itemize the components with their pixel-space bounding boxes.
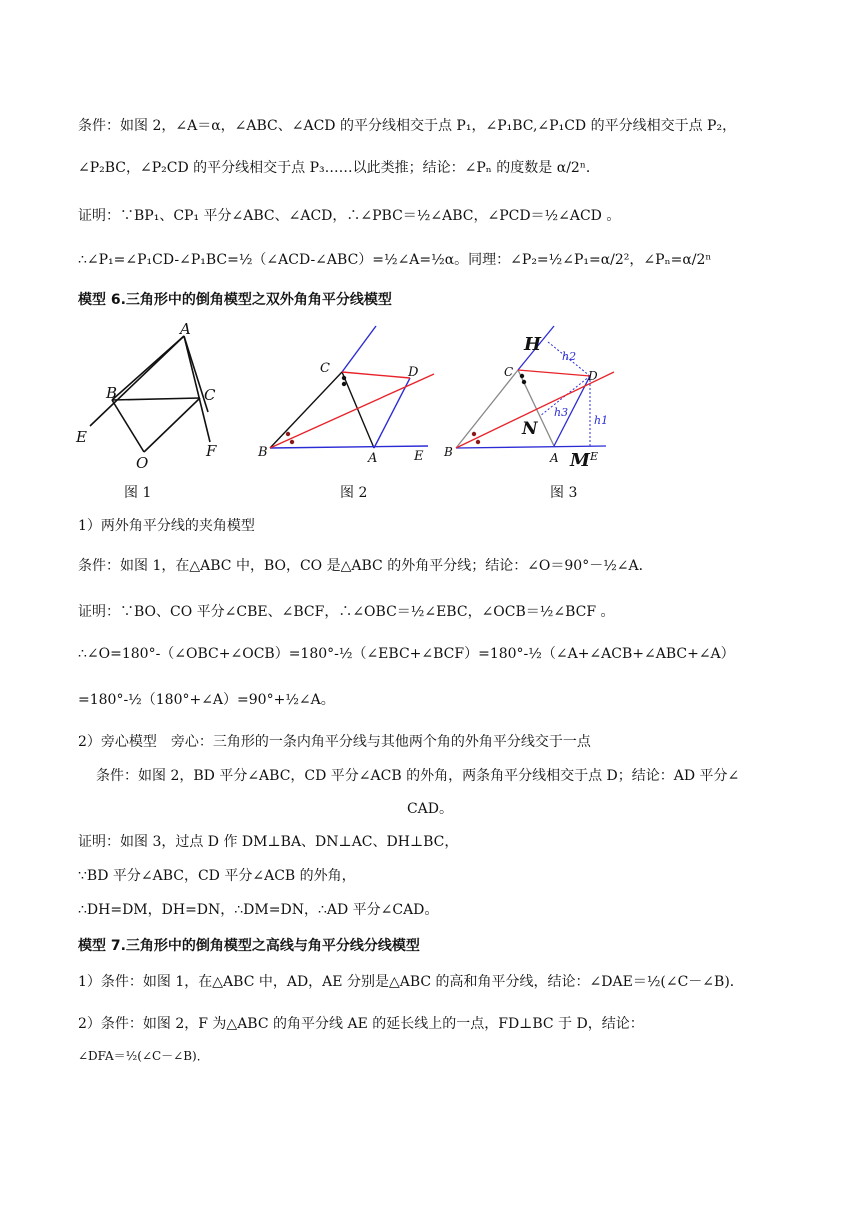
- fig3-label-h2: h2: [562, 350, 577, 363]
- fig1-line-co: [144, 398, 200, 452]
- fig3-label-h: H: [524, 334, 542, 355]
- fig3-angle-mark-3: [520, 374, 524, 378]
- fig3-angle-mark-2: [476, 440, 480, 444]
- fig2-label-c: C: [320, 361, 330, 376]
- heading-model-6: 模型 6.三角形中的倒角模型之双外角角平分线模型: [78, 292, 392, 308]
- fig2-angle-mark-1: [286, 432, 290, 436]
- fig3-label-b: B: [444, 445, 453, 459]
- condition-line-1: 条件：如图 2，∠A＝α，∠ABC、∠ACD 的平分线相交于点 P₁，∠P₁BC,∠P₁CD 的平分线相交于点 P₂，: [78, 118, 737, 134]
- section-2-condition-2: CAD。: [406, 801, 454, 817]
- fig2-label-d: D: [408, 365, 419, 380]
- section-2-proof-1: 证明：如图 3，过点 D 作 DM⊥BA、DN⊥AC、DH⊥BC，: [78, 834, 459, 850]
- fig1-line-eb: [90, 336, 184, 426]
- fig3-label-e: E: [590, 450, 599, 463]
- figure-1: [70, 320, 230, 480]
- fig2-line-bc: [270, 372, 342, 448]
- fig3-label-m: M: [570, 450, 590, 470]
- section-1-title: 1）两外角平分线的夹角模型: [78, 518, 255, 534]
- model-7-item-1: 1）条件：如图 1，在△ABC 中，AD，AE 分别是△ABC 的高和角平分线，结论：∠DAE＝½(∠C－∠B)．: [78, 974, 744, 990]
- section-1-proof-1: 证明：∵BO、CO 平分∠CBE、∠BCF，∴∠OBC＝½∠EBC，∠OCB＝½∠BCF 。: [78, 604, 615, 620]
- figure-3: [440, 320, 620, 470]
- fig3-angle-mark-1: [472, 432, 476, 436]
- section-2-condition-1: 条件：如图 2，BD 平分∠ABC，CD 平分∠ACB 的外角，两条角平分线相交于点 D；结论：AD 平分∠: [96, 768, 740, 784]
- proof-line-2: ∴∠P₁=∠P₁CD-∠P₁BC=½（∠ACD-∠ABC）=½∠A=½α。同理：∠P₂=½∠P₁=α/2²，∠Pₙ=α/2ⁿ: [78, 252, 712, 268]
- fig1-label-f: F: [206, 442, 217, 460]
- model-7-item-2: 2）条件：如图 2，F 为△ABC 的角平分线 AE 的延长线上的一点，FD⊥BC 于 D，结论：: [78, 1016, 644, 1032]
- fig1-label-a: A: [180, 320, 191, 338]
- fig2-angle-mark-3: [342, 376, 346, 380]
- section-2-proof-2: ∵BD 平分∠ABC，CD 平分∠ACB 的外角，: [78, 868, 356, 884]
- fig1-line-bo: [112, 400, 144, 452]
- fig2-angle-mark-2: [290, 440, 294, 444]
- fig3-label-h3: h3: [554, 406, 569, 419]
- fig3-line-cd: [518, 370, 590, 376]
- fig3-label-c: C: [504, 365, 514, 379]
- fig3-label-h1: h1: [594, 414, 609, 427]
- fig3-line-be: [456, 446, 606, 448]
- fig1-label-c: C: [204, 386, 216, 404]
- fig1-label-b: B: [106, 384, 118, 402]
- fig3-label-a: A: [550, 451, 559, 465]
- section-2-proof-3: ∴DH=DM，DH=DN，∴DM=DN，∴AD 平分∠CAD。: [78, 902, 439, 918]
- figure-2: [250, 320, 440, 470]
- heading-model-7: 模型 7.三角形中的倒角模型之高线与角平分线分线模型: [78, 938, 420, 954]
- fig3-angle-mark-4: [522, 380, 526, 384]
- fig3-label-d: D: [588, 369, 598, 383]
- section-1-proof-3: =180°-½（180°+∠A）=90°+½∠A。: [78, 692, 335, 708]
- fig3-label-n: N: [522, 419, 538, 439]
- fig1-line-bc: [112, 398, 200, 400]
- condition-line-2: ∠P₂BC，∠P₂CD 的平分线相交于点 P₃……以此类推；结论：∠Pₙ 的度数是 α/2ⁿ．: [78, 160, 600, 176]
- section-1-condition: 条件：如图 1，在△ABC 中，BO，CO 是△ABC 的外角平分线；结论：∠O＝90°－½∠A．: [78, 558, 653, 574]
- fig1-label-o: O: [136, 454, 149, 472]
- fig2-line-bd: [270, 374, 434, 448]
- fig2-line-c-ext: [342, 326, 376, 372]
- figure-3-caption: 图 3: [550, 485, 578, 501]
- fig2-label-b: B: [258, 445, 268, 460]
- fig2-label-e: E: [414, 449, 424, 464]
- proof-line-1: 证明：∵BP₁、CP₁ 平分∠ABC、∠ACD，∴∠PBC＝½∠ABC，∠PCD＝½∠ACD 。: [78, 208, 621, 224]
- fig2-line-be: [270, 446, 428, 448]
- fig2-label-a: A: [368, 451, 378, 466]
- section-1-proof-2: ∴∠O=180°-（∠OBC+∠OCB）=180°-½（∠EBC+∠BCF）=180°-½（∠A+∠ACB+∠ABC+∠A）: [78, 646, 735, 662]
- figure-2-caption: 图 2: [340, 485, 368, 501]
- model-7-item-2-formula: ∠DFA＝½(∠C－∠B)．: [78, 1049, 209, 1063]
- fig2-line-cd: [342, 372, 410, 378]
- fig2-angle-mark-4: [342, 382, 346, 386]
- fig2-line-ad: [374, 378, 410, 448]
- fig3-line-bc: [456, 370, 518, 448]
- section-2-title: 2）旁心模型 旁心：三角形的一条内角平分线与其他两个角的外角平分线交于一点: [78, 734, 591, 750]
- fig2-line-ca: [342, 372, 374, 448]
- figure-1-caption: 图 1: [124, 485, 152, 501]
- fig1-label-e: E: [76, 428, 87, 446]
